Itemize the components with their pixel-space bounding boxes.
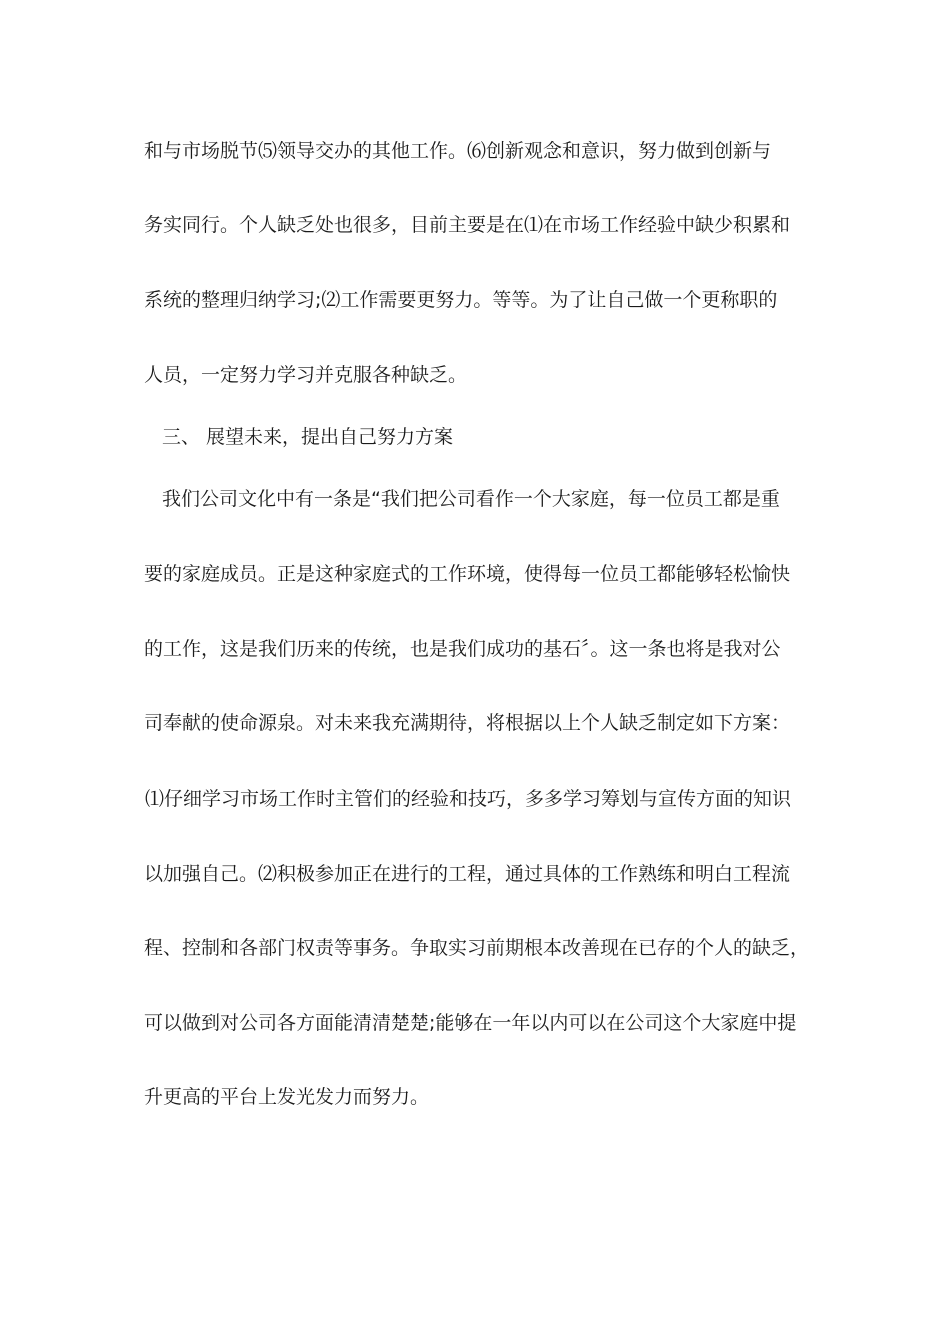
- paragraph-line: 程、控制和各部门权责等事务。争取实习前期根本改善现在已存的个人的缺乏，: [144, 937, 810, 959]
- paragraph-line: 要的家庭成员。正是这种家庭式的工作环境，使得每一位员工都能够轻松愉快: [144, 563, 791, 585]
- paragraph-line: 升更高的平台上发光发力而努力。: [144, 1086, 430, 1108]
- paragraph-line: 以加强自己。⑵积极参加正在进行的工程，通过具体的工作熟练和明白工程流: [144, 863, 791, 885]
- paragraph-line: 系统的整理归纳学习;⑵工作需要更努力。等等。为了让自己做一个更称职的: [144, 289, 778, 311]
- paragraph-line: 务实同行。个人缺乏处也很多，目前主要是在⑴在市场工作经验中缺少积累和: [144, 214, 791, 236]
- paragraph-line: 可以做到对公司各方面能清清楚楚;能够在一年以内可以在公司这个大家庭中提: [144, 1012, 797, 1034]
- paragraph-line: 司奉献的使命源泉。对未来我充满期待，将根据以上个人缺乏制定如下方案：: [144, 712, 791, 734]
- paragraph-line: 和与市场脱节⑸领导交办的其他工作。⑹创新观念和意识，努力做到创新与: [144, 140, 772, 162]
- paragraph-line: 的工作，这是我们历来的传统，也是我们成功的基石〞。这一条也将是我对公: [144, 638, 781, 660]
- paragraph-line: 人员，一定努力学习并克服各种缺乏。: [144, 364, 468, 386]
- section-heading: 三、 展望未来，提出自己努力方案: [162, 426, 454, 448]
- paragraph-line: 我们公司文化中有一条是“我们把公司看作一个大家庭，每一位员工都是重: [162, 488, 780, 510]
- paragraph-line: ⑴仔细学习市场工作时主管们的经验和技巧，多多学习筹划与宣传方面的知识: [145, 788, 792, 810]
